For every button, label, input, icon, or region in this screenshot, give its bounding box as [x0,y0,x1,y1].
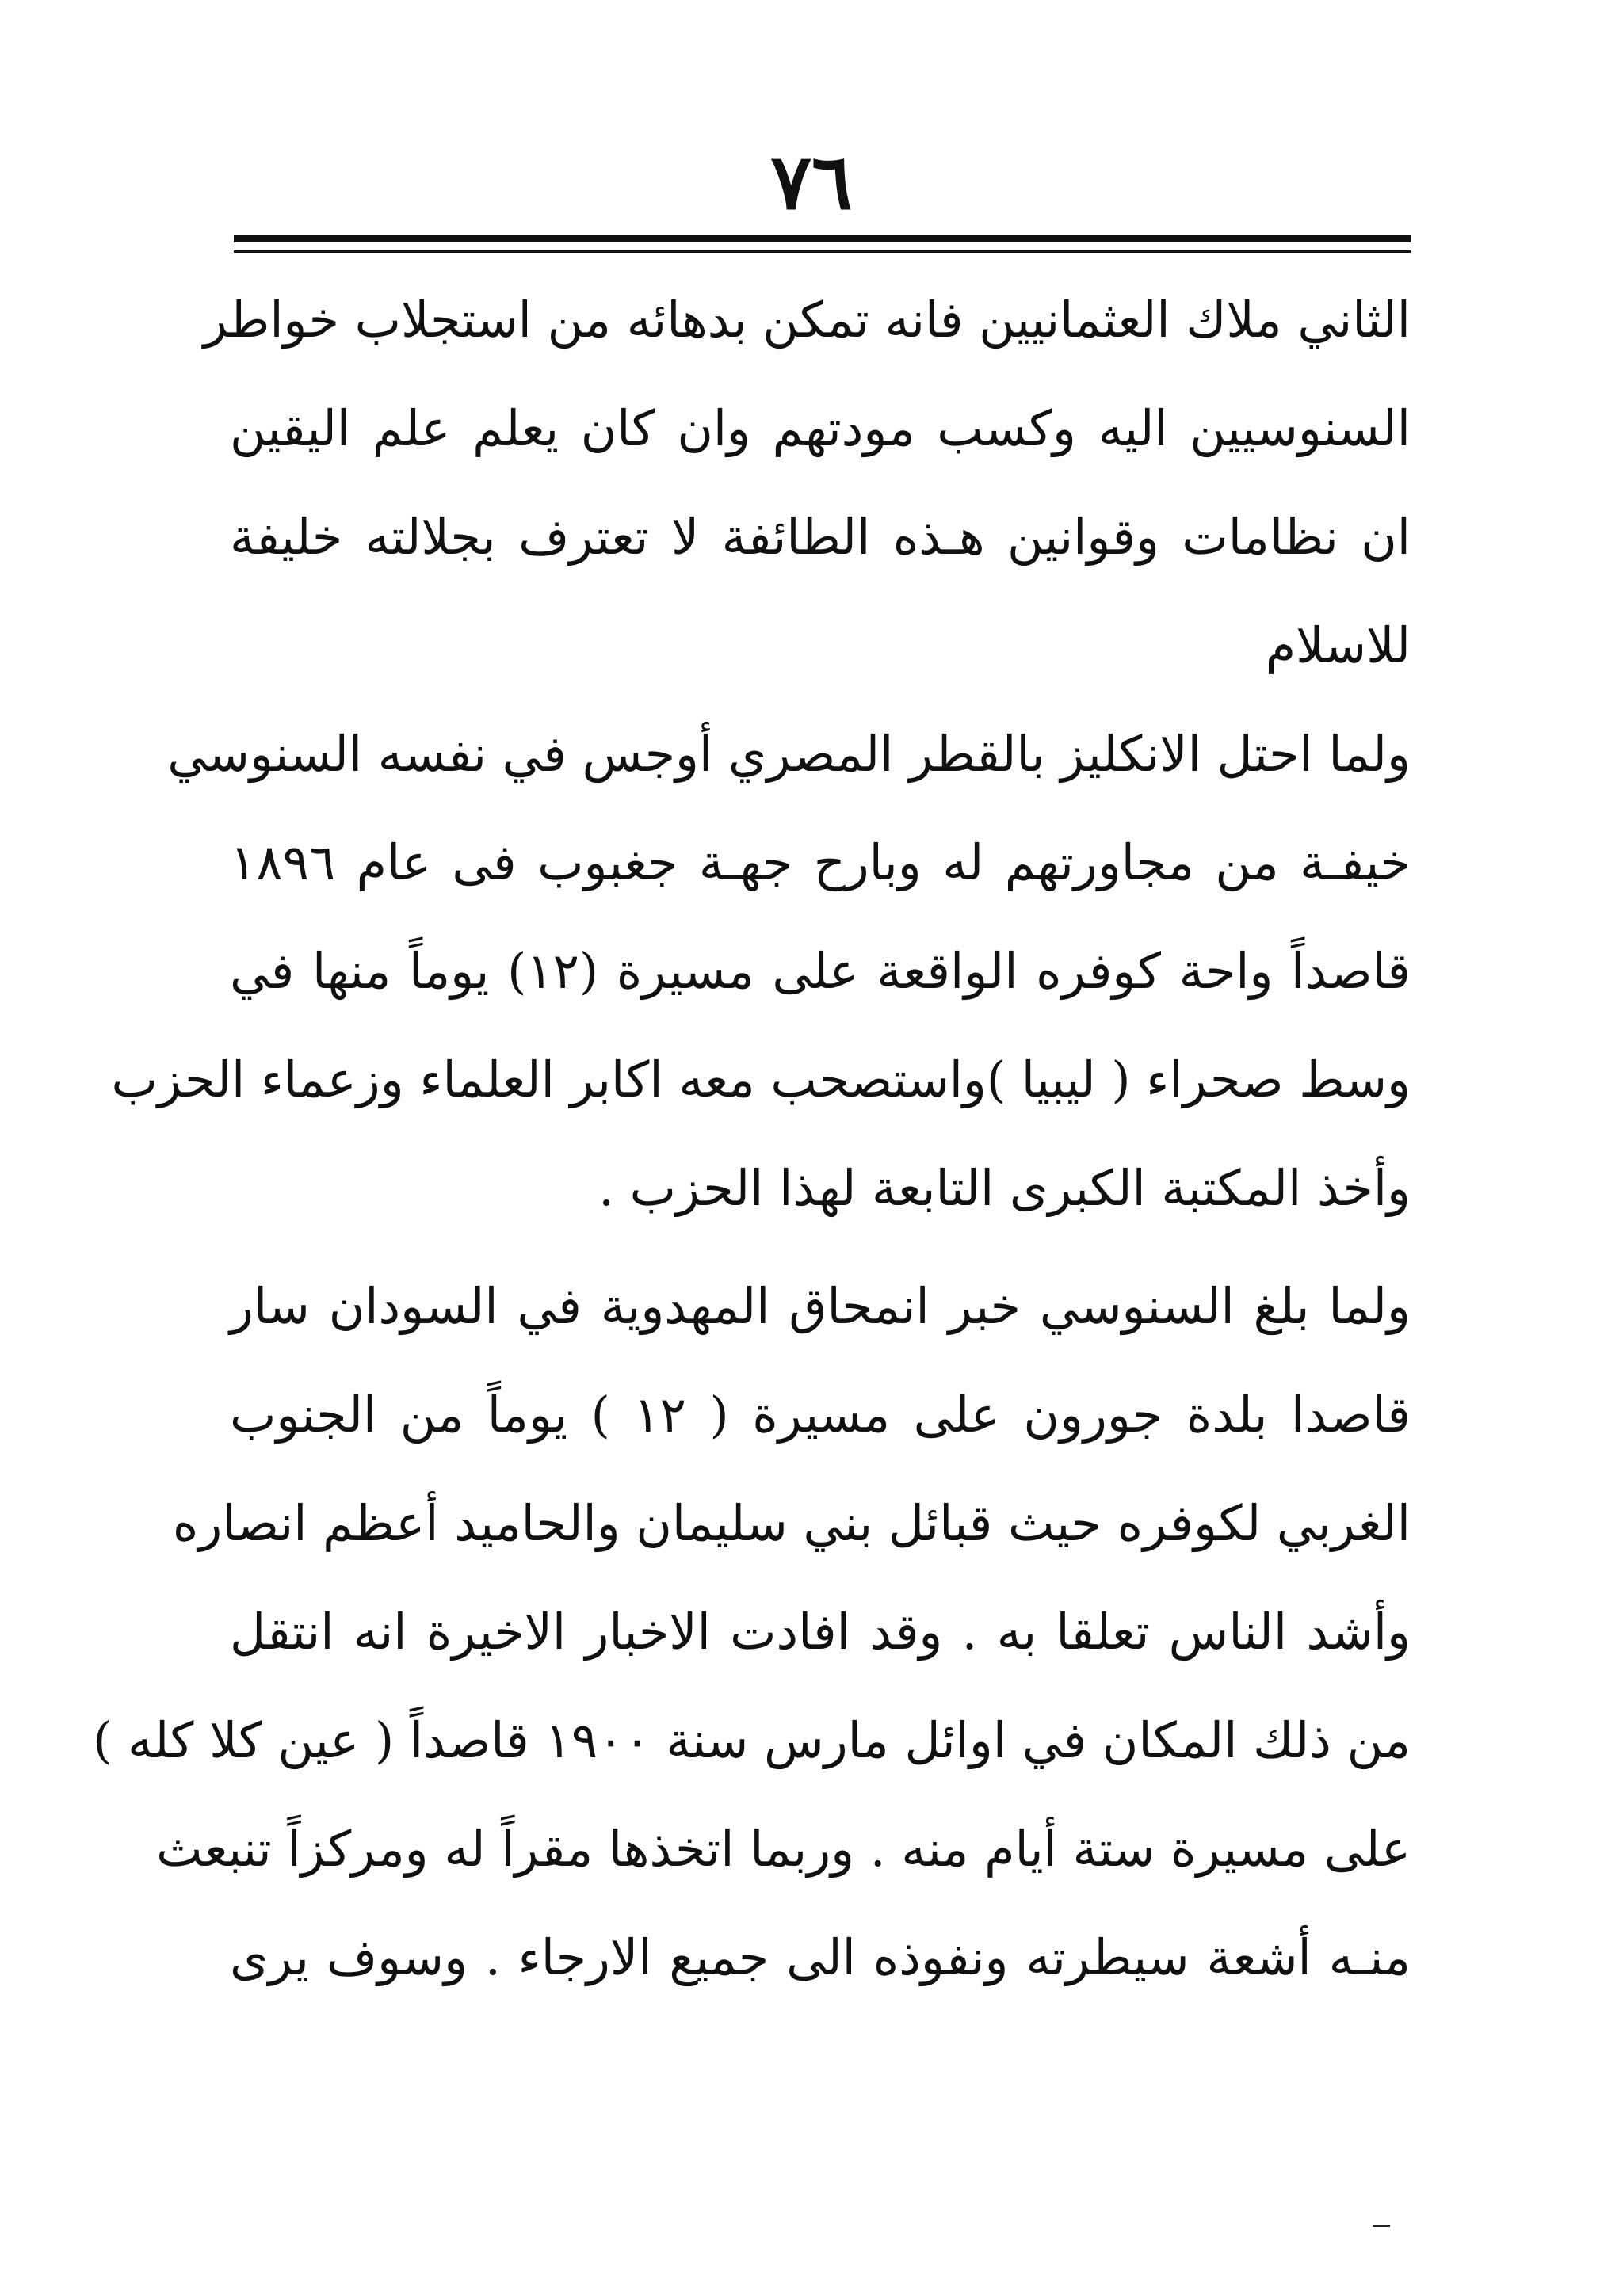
text-line: قاصداً واحة كوفره الواقعة على مسيرة (١٢) يوماً منها في [230,942,1411,1000]
text-line: خيفـة من مجاورتهم له وبارح جهـة جغبوب فى عام ١٨٩٦ [230,833,1411,891]
text-line: قاصدا بلدة جورون على مسيرة ( ١٢ ) يوماً من الجنوب [230,1386,1411,1444]
text-line: السنوسيين اليه وكسب مودتهم وان كان يعلم علم اليقين [230,399,1411,457]
page-number: ٧٦ [770,137,853,227]
paragraph-gap [230,1242,1411,1252]
text-line: على مسيرة ستة أيام منه . وربما اتخذها مقراً له ومركزاً تنبعث [156,1820,1411,1878]
paragraph [111,700,1411,1242]
text-line: الغربي لكوفره حيث قبائل بني سليمان والحاميد أعظم انصاره [172,1494,1411,1552]
text-line: للاسلام [1265,616,1411,674]
text-line: الثاني ملاك العثمانيين فانه تمكن بدهائه من استجلاب خواطر [203,291,1411,349]
text-line: ان نظامات وقوانين هـذه الطائفة لا تعترف بجلالته خليفة [230,508,1411,566]
text-line: وأشد الناس تعلقا به . وقد افادت الاخبار الاخيرة انه انتقل [230,1603,1411,1661]
text-line: وسط صحراء ( ليبيا )واستصحب معه اكابر العلماء وزعماء الحزب [111,1051,1411,1108]
paragraph [93,1252,1411,2012]
body-text [93,265,1411,2012]
header-rule-thin [234,250,1411,253]
text-line: وأخذ المكتبة الكبرى التابعة لهذا الحزب . [598,1159,1411,1217]
footer-mark [1373,2225,1390,2227]
text-line: ولما بلغ السنوسي خبر انمحاق المهدوية في السودان سار [230,1277,1411,1335]
paragraph [203,265,1411,700]
text-line: من ذلك المكان في اوائل مارس سنة ١٩٠٠ قاصداً ( عين كلا كله ) [93,1711,1411,1769]
text-line: ولما احتل الانكليز بالقطر المصري أوجس في نفسه السنوسي [167,725,1411,783]
text-line: منـه أشعة سيطرته ونفوذه الى جميع الارجاء . وسوف يرى [230,1928,1411,1986]
header-rule-thick [234,235,1411,242]
